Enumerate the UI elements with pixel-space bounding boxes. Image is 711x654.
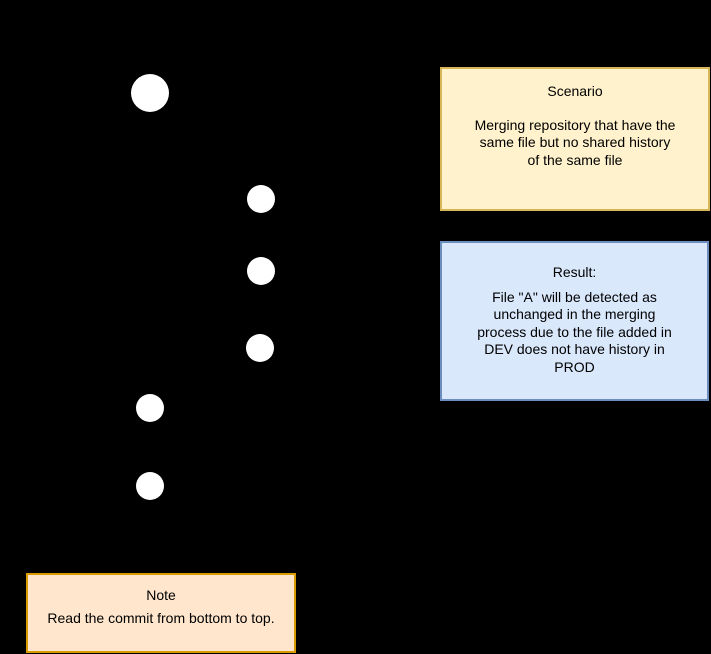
result-body-line: unchanged in the merging: [493, 306, 656, 322]
note-box: [26, 573, 296, 653]
scenario-body-line: of the same file: [527, 151, 623, 168]
scenario-body: [442, 117, 708, 170]
scenario-body-line: same file but no shared history: [479, 134, 671, 150]
commit-node: [247, 257, 275, 285]
scenario-body-line: Merging repository that have the: [474, 116, 676, 133]
commit-node: [136, 472, 164, 500]
result-body-line: PROD: [554, 358, 595, 375]
result-title: Result:: [552, 264, 597, 280]
scenario-box: [440, 67, 710, 211]
note-body-line: Read the commit from bottom to top.: [47, 609, 275, 626]
result-box: [440, 241, 709, 401]
commit-node: [136, 394, 164, 422]
commit-node: [247, 185, 275, 213]
result-body-line: process due to the file added in: [477, 323, 672, 340]
note-title: Note: [146, 587, 176, 603]
note-body: [28, 610, 294, 628]
result-body-line: DEV does not have history in: [484, 341, 665, 357]
result-body-line: File "A" will be detected as: [492, 288, 657, 305]
result-body: [442, 289, 707, 377]
commit-node: [246, 334, 274, 362]
commit-node: [131, 74, 169, 112]
scenario-title: Scenario: [547, 83, 603, 99]
